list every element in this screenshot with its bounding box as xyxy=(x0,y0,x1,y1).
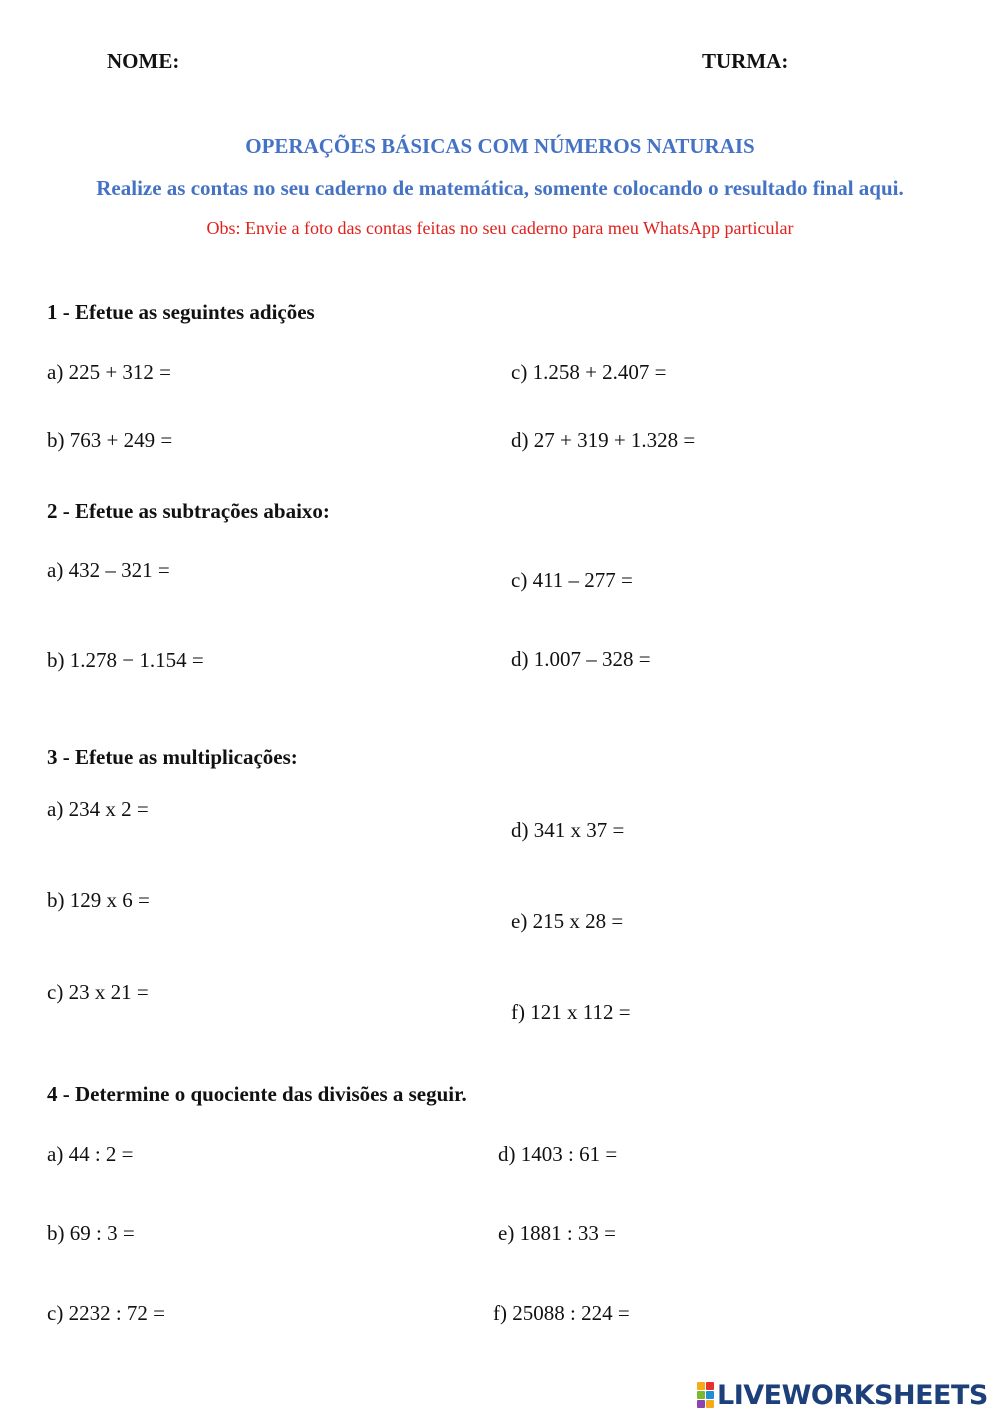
section-3-title: 3 - Efetue as multiplicações: xyxy=(47,745,298,769)
exercise-1b: b) 763 + 249 = xyxy=(47,428,173,452)
exercise-4d: d) 1403 : 61 = xyxy=(498,1142,618,1166)
exercise-4b: b) 69 : 3 = xyxy=(47,1221,135,1245)
exercise-1d: d) 27 + 319 + 1.328 = xyxy=(511,428,696,452)
exercise-3f: f) 121 x 112 = xyxy=(511,1000,631,1024)
exercise-2b: b) 1.278 − 1.154 = xyxy=(47,648,204,672)
exercise-1a: a) 225 + 312 = xyxy=(47,360,172,384)
exercise-3a: a) 234 x 2 = xyxy=(47,797,149,821)
liveworksheets-logo xyxy=(697,1379,988,1411)
exercise-2a: a) 432 – 321 = xyxy=(47,558,170,582)
exercise-4e: e) 1881 : 33 = xyxy=(498,1221,616,1245)
exercise-4c: c) 2232 : 72 = xyxy=(47,1301,165,1325)
page-title: OPERAÇÕES BÁSICAS COM NÚMEROS NATURAIS xyxy=(245,134,755,158)
section-1-title: 1 - Efetue as seguintes adições xyxy=(47,300,315,324)
instructions-subtitle: Realize as contas no seu caderno de matemática, somente colocando o resultado final aqui. xyxy=(96,176,904,200)
exercise-3d: d) 341 x 37 = xyxy=(511,818,625,842)
exercise-2d: d) 1.007 – 328 = xyxy=(511,647,651,671)
class-label: TURMA: xyxy=(702,49,789,73)
logo-mark-icon xyxy=(697,1382,714,1408)
exercise-3b: b) 129 x 6 = xyxy=(47,888,150,912)
name-label: NOME: xyxy=(107,49,180,73)
section-4-title: 4 - Determine o quociente das divisões a seguir. xyxy=(47,1082,467,1106)
exercise-2c: c) 411 – 277 = xyxy=(511,568,633,592)
exercise-3e: e) 215 x 28 = xyxy=(511,909,624,933)
section-2-title: 2 - Efetue as subtrações abaixo: xyxy=(47,499,330,523)
obs-note: Obs: Envie a foto das contas feitas no seu caderno para meu WhatsApp particular xyxy=(206,218,794,238)
logo-text: LIVEWORKSHEETS xyxy=(717,1379,988,1411)
exercise-4a: a) 44 : 2 = xyxy=(47,1142,134,1166)
exercise-3c: c) 23 x 21 = xyxy=(47,980,149,1004)
exercise-1c: c) 1.258 + 2.407 = xyxy=(511,360,667,384)
exercise-4f: f) 25088 : 224 = xyxy=(493,1301,630,1325)
